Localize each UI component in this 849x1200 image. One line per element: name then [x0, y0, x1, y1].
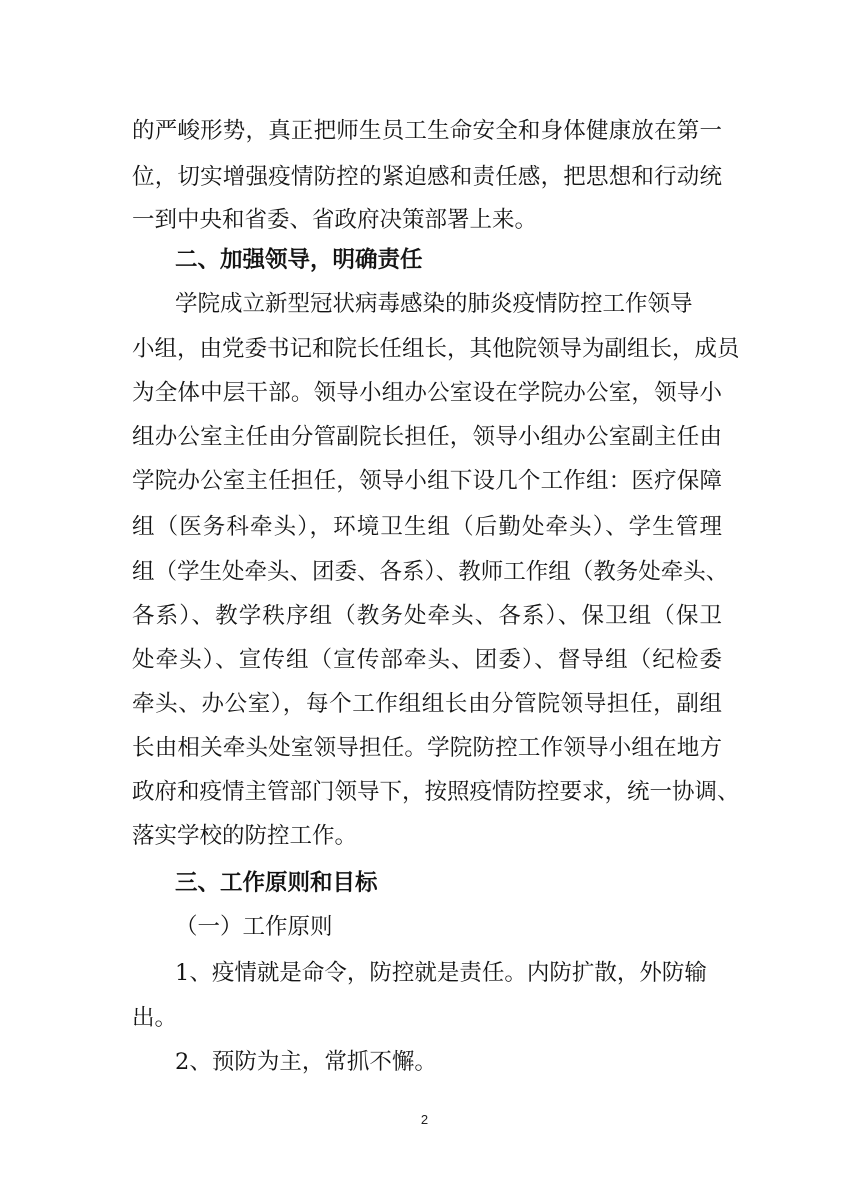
body-text-line: 一到中央和省委、省政府决策部署上来。 [132, 207, 538, 233]
body-text-line: 各系）、教学秩序组（教务处牵头、各系）、保卫组（保卫 [132, 603, 722, 629]
paragraph-first-line: 学院成立新型冠状病毒感染的肺炎疫情防控工作领导 [175, 291, 693, 317]
body-text-line: 的严峻形势，真正把师生员工生命安全和身体健康放在第一 [132, 118, 722, 144]
body-text-line: 政府和疫情主管部门领导下，按照疫情防控要求，统一协调、 [132, 779, 740, 805]
body-text-line: 长由相关牵头处室领导担任。学院防控工作领导小组在地方 [132, 735, 722, 761]
body-text-line: 组办公室主任由分管副院长担任，领导小组办公室副主任由 [132, 424, 722, 450]
body-text-line: 落实学校的防控工作。 [132, 823, 358, 849]
body-text-line: 小组，由党委书记和院长任组长，其他院领导为副组长，成员 [132, 336, 740, 362]
body-text-line: 组（医务科牵头），环境卫生组（后勤处牵头）、学生管理 [132, 514, 722, 540]
page-number: 2 [420, 1112, 429, 1127]
body-text-line: 组（学生处牵头、团委、各系）、教师工作组（教务处牵头、 [132, 559, 729, 585]
body-text-line: 牵头、办公室），每个工作组组长由分管院领导担任，副组 [132, 691, 722, 717]
body-text-line: 位，切实增强疫情防控的紧迫感和责任感，把思想和行动统 [132, 164, 722, 190]
body-text-line: 处牵头）、宣传组（宣传部牵头、团委）、督导组（纪检委 [132, 647, 722, 673]
paragraph-first-line: 2、预防为主，常抓不懈。 [175, 1049, 437, 1075]
section-heading: 二、加强领导，明确责任 [175, 247, 423, 273]
body-text-line: 为全体中层干部。领导小组办公室设在学院办公室，领导小 [132, 380, 722, 406]
body-text-line: 学院办公室主任担任，领导小组下设几个工作组：医疗保障 [132, 468, 722, 494]
body-text-line: 出。 [132, 1005, 178, 1031]
section-heading: 三、工作原则和目标 [175, 870, 378, 896]
subsection-heading: （一）工作原则 [175, 914, 333, 940]
paragraph-first-line: 1、疫情就是命令，防控就是责任。内防扩散，外防输 [175, 960, 707, 986]
